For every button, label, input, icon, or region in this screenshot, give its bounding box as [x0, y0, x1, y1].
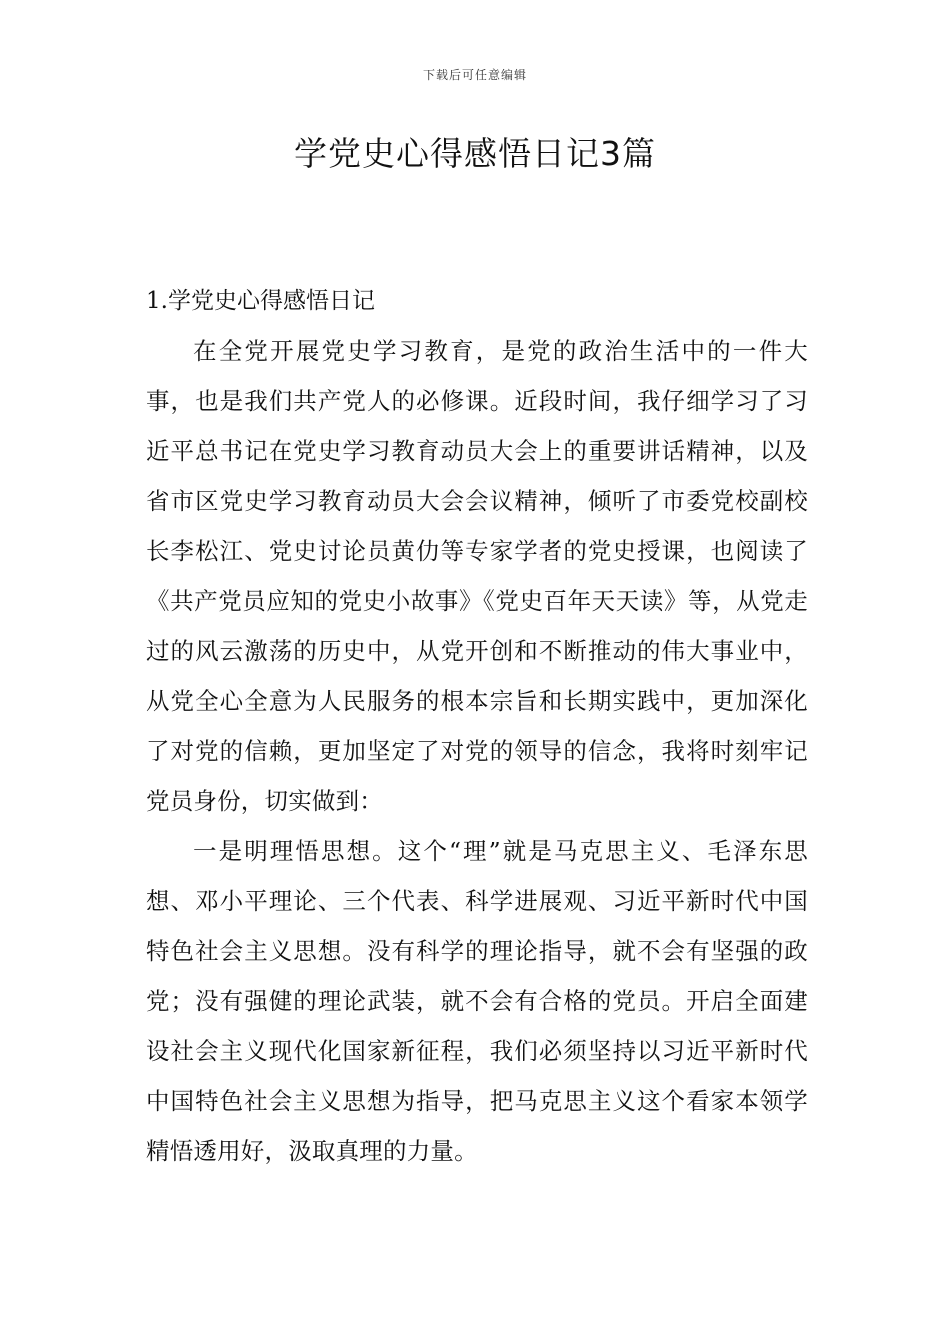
document-title: 学党史心得感悟日记3篇 — [294, 134, 656, 173]
section-heading: 1.学党史心得感悟日记 — [146, 288, 375, 314]
header-note: 下载后可任意编辑 — [422, 68, 527, 82]
paragraph-intro: 在全党开展党史学习教育，是党的政治生活中的一件大事，也是我们共产党人的必修课。近段时间，我仔细学习了习近平总书记在党史学习教育动员大会上的重要讲话精神，以及省市区党史学习教育动员大会会议精神，倾听了市委党校副校长李松江、党史讨论员黄仂等专家学者的党史授课，也阅读了《共产党员应知的党史小故事》《党史百年天天读》等，从党走过的风云激荡的历史中，从党开创和不断推动的伟大事业中，从党全心全意为人民服务的根本宗旨和长期实践中，更加深化了对党的信赖，更加坚定了对党的领导的信念，我将时刻牢记党员身份，切实做到： — [146, 337, 808, 815]
paragraph-point-one: 一是明理悟思想。这个“理”就是马克思主义、毛泽东思想、邓小平理论、三个代表、科学进展观、习近平新时代中国特色社会主义思想。没有科学的理论指导，就不会有坚强的政党；没有强健的理论武装，就不会有合格的党员。开启全面建设社会主义现代化国家新征程，我们必须坚持以习近平新时代中国特色社会主义思想为指导，把马克思主义这个看家本领学精悟透用好，汲取真理的力量。 — [146, 837, 808, 1165]
document-body — [146, 276, 808, 1176]
